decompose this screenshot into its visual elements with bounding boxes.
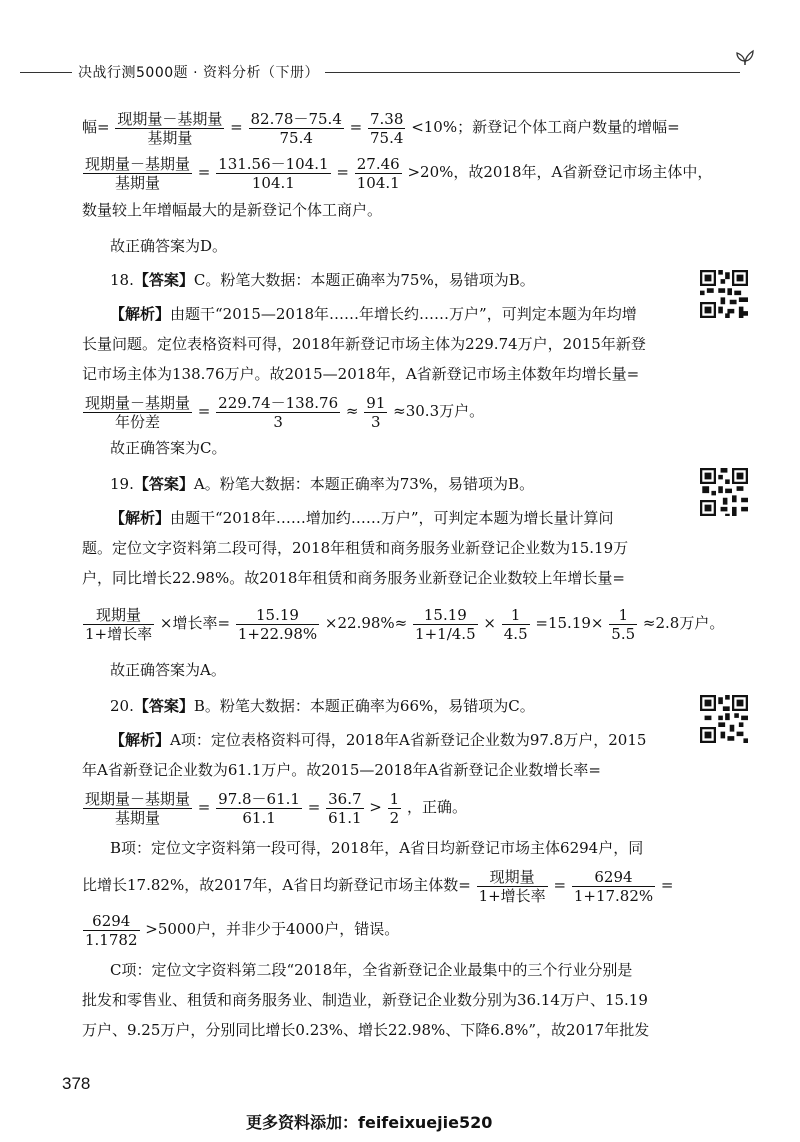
text-line: 数量较上年增幅最大的是新登记个体工商户。 bbox=[82, 201, 383, 219]
question-19-analysis: 【解析】由题干“2018年……增加约……万户”，可判定本题为增长量计算问 bbox=[110, 509, 614, 527]
fraction: $\frac{\text{现期量}}{\text{1+增长率}}$ bbox=[478, 867, 546, 905]
qr-code-icon bbox=[700, 695, 748, 743]
fraction: $\frac{36.7}{61.1}$ bbox=[328, 789, 362, 827]
text-line: 比增长17.82%，故2017年，A省日均新登记市场主体数= $\frac{\text{现期量}}{\text{1+增长率}}$ = $\frac{6294}{1+17.82\%}$ = bbox=[82, 867, 674, 905]
fraction: $\frac{15.19}{1+22.98\%}$ bbox=[237, 605, 318, 643]
text-line: $\frac{6294}{1.1782}$ >5000户，并非少于4000户，错误。 bbox=[85, 911, 400, 949]
text-line: 批发和零售业、租赁和商务服务业、制造业，新登记企业数分别为36.14万户、15.19 bbox=[82, 991, 648, 1009]
leaf-icon bbox=[733, 45, 757, 69]
fraction: $\frac{229.74-138.76}{3}$ bbox=[218, 393, 339, 431]
fraction: $\frac{82.78-75.4}{75.4}$ bbox=[250, 109, 342, 147]
text-line: 故正确答案为A。 bbox=[110, 661, 226, 679]
question-20-answer: 20.【答案】B。粉笔大数据：本题正确率为66%，易错项为C。 bbox=[110, 697, 535, 715]
fraction: $\frac{\text{现期量－基期量}}{\text{基期量}}$ bbox=[85, 789, 191, 827]
question-20-analysis: 【解析】A项：定位表格资料可得，2018年A省新登记企业数为97.8万户，2015 bbox=[110, 731, 647, 749]
header-title: 决战行测5000题 · 资料分析（下册） bbox=[72, 62, 325, 82]
fraction: $\frac{91}{3}$ bbox=[366, 393, 386, 431]
text-line: 故正确答案为C。 bbox=[110, 439, 227, 457]
text-line: B项：定位文字资料第一段可得，2018年，A省日均新登记市场主体6294户，同 bbox=[110, 839, 644, 857]
fraction: $\frac{\text{现期量－基期量}}{\text{基期量}}$ bbox=[85, 154, 191, 192]
text-line: $\frac{\text{现期量－基期量}}{\text{年份差}}$ = $\frac{229.74-138.76}{3}$ ≈ $\frac{91}{3}$ ≈30.3万户。 bbox=[85, 393, 485, 431]
text-line: $\frac{\text{现期量－基期量}}{\text{基期量}}$ = $\frac{97.8-61.1}{61.1}$ = $\frac{36.7}{61.1}$ > $\frac{1}{2}$ ，正确。 bbox=[85, 789, 467, 827]
text-line: 长量问题。定位表格资料可得，2018年新登记市场主体为229.74万户，2015年新登 bbox=[82, 335, 646, 353]
fraction: $\frac{97.8-61.1}{61.1}$ bbox=[218, 789, 300, 827]
question-18-analysis: 【解析】由题干“2015—2018年……年增长约……万户”，可判定本题为年均增 bbox=[110, 305, 637, 323]
qr-code-icon bbox=[700, 468, 748, 516]
fraction: $\frac{6294}{1+17.82\%}$ bbox=[573, 867, 654, 905]
text-line: C项：定位文字资料第二段“2018年，全省新登记企业最集中的三个行业分别是 bbox=[110, 961, 633, 979]
text-line: 万户、9.25万户，分别同比增长0.23%、增长22.98%、下降6.8%”，故2017年批发 bbox=[82, 1021, 650, 1039]
fraction: $\frac{\text{现期量}}{\text{1+增长率}}$ bbox=[85, 605, 153, 643]
fraction: $\frac{1}{5.5}$ bbox=[611, 605, 636, 643]
page-body bbox=[82, 105, 725, 1045]
text-line: 年A省新登记企业数为61.1万户。故2015—2018年A省新登记企业数增长率= bbox=[82, 761, 601, 779]
text-line: 幅= $\frac{\text{现期量－基期量}}{\text{基期量}}$ = $\frac{82.78-75.4}{75.4}$ = $\frac{7.38}{75.4}$ <10%；新登记个体工商户数量的增幅= bbox=[82, 109, 680, 147]
fraction: $\frac{6294}{1.1782}$ bbox=[85, 911, 138, 949]
fraction: $\frac{1}{2}$ bbox=[389, 789, 400, 827]
text-line: 户，同比增长22.98%。故2018年租赁和商务服务业新登记企业数较上年增长量= bbox=[82, 569, 625, 587]
text-line: $\frac{\text{现期量}}{\text{1+增长率}}$ ×增长率= $\frac{15.19}{1+22.98\%}$ ×22.98%≈ $\frac{15.19}{1+1/4.5}$ × $\frac{1}{4.5}$ =15.19× $\frac{1}{5.5}$ ≈2.8万户。 bbox=[85, 605, 725, 643]
fraction: $\frac{131.56-104.1}{104.1}$ bbox=[218, 154, 329, 192]
text-line: 题。定位文字资料第二段可得，2018年租赁和商务服务业新登记企业数为15.19万 bbox=[82, 539, 629, 557]
qr-code-icon bbox=[700, 270, 748, 318]
fraction: $\frac{\text{现期量－基期量}}{\text{年份差}}$ bbox=[85, 393, 191, 431]
fraction: $\frac{1}{4.5}$ bbox=[503, 605, 528, 643]
header-line-right bbox=[300, 72, 740, 73]
text-line: $\frac{\text{现期量－基期量}}{\text{基期量}}$ = $\frac{131.56-104.1}{104.1}$ = $\frac{27.46}{104.1}$ >20%，故2018年，A省新登记市场主体中， bbox=[85, 154, 713, 192]
fraction: $\frac{\text{现期量－基期量}}{\text{基期量}}$ bbox=[117, 109, 223, 147]
fraction: $\frac{27.46}{104.1}$ bbox=[356, 154, 400, 192]
question-19-answer: 19.【答案】A。粉笔大数据：本题正确率为73%，易错项为B。 bbox=[110, 475, 535, 493]
page-number: 378 bbox=[62, 1074, 91, 1093]
header-line-left bbox=[20, 72, 80, 73]
fraction: $\frac{15.19}{1+1/4.5}$ bbox=[415, 605, 476, 643]
footer-note: 更多资料添加：feifeixuejie520 bbox=[246, 1113, 493, 1132]
question-18-answer: 18.【答案】C。粉笔大数据：本题正确率为75%，易错项为B。 bbox=[110, 271, 535, 289]
fraction: $\frac{7.38}{75.4}$ bbox=[370, 109, 404, 147]
text-line: 故正确答案为D。 bbox=[110, 237, 228, 255]
text-line: 记市场主体为138.76万户。故2015—2018年，A省新登记市场主体数年均增长量= bbox=[82, 365, 640, 383]
